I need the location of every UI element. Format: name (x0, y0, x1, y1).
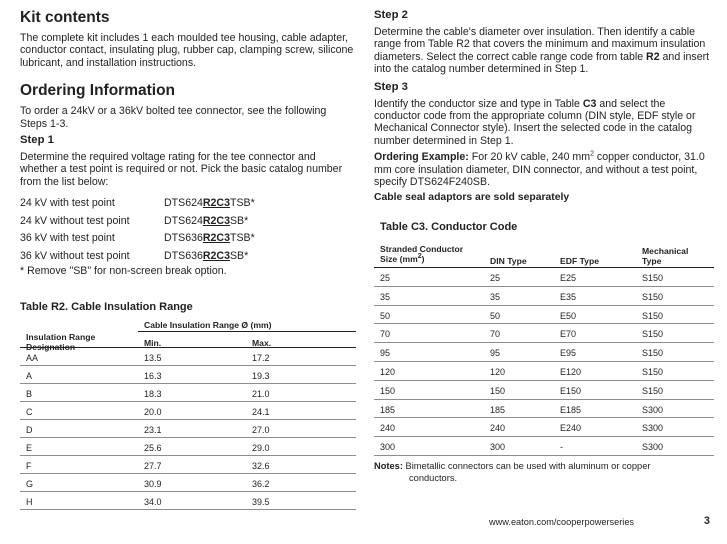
din-code: 50 (490, 310, 501, 321)
mechanical-header: Mechanical Type (642, 246, 689, 266)
range-max: 39.5 (252, 497, 270, 507)
range-min: 20.0 (144, 407, 162, 417)
conductor-size: 300 (380, 442, 396, 453)
designation-header: Insulation Range Designation (26, 332, 96, 352)
table-row (374, 400, 714, 419)
range-max: 27.0 (252, 425, 270, 435)
table-row (374, 287, 714, 306)
mechanical-code: S150 (642, 348, 664, 359)
mechanical-code: S150 (642, 291, 664, 302)
table-row (20, 420, 356, 438)
din-code: 185 (490, 404, 506, 415)
range-min: 25.6 (144, 443, 162, 453)
left-column (20, 8, 356, 278)
mechanical-code: S150 (642, 329, 664, 340)
table-row (20, 474, 356, 492)
catalog-number-list (20, 192, 356, 262)
range-max: 29.0 (252, 443, 270, 453)
din-code: 70 (490, 329, 501, 340)
catalog-label: 36 kV with test point (20, 232, 115, 245)
conductor-size: 95 (380, 348, 391, 359)
table-c3-header (374, 220, 714, 268)
range-max: 24.1 (252, 407, 270, 417)
edf-code: - (560, 442, 563, 453)
mechanical-code: S150 (642, 385, 664, 396)
edf-code: E25 (560, 273, 577, 283)
table-row (374, 268, 714, 287)
table-row (20, 456, 356, 474)
table-notes (374, 461, 714, 484)
header-divider (138, 331, 356, 332)
catalog-label: 24 kV without test point (20, 214, 130, 227)
range-max: 19.3 (252, 371, 270, 381)
catalog-footnote: * Remove "SB" for non-screen break option. (20, 265, 227, 278)
edf-code: E35 (560, 291, 577, 302)
size-header: Stranded Conductor Size $(mm^2)$ (380, 244, 464, 264)
range-min: 18.3 (144, 389, 162, 399)
range-min: 27.7 (144, 461, 162, 471)
step3-heading: Step 3 (374, 80, 408, 93)
range-code: B (26, 389, 33, 399)
step3-text: Identify the conductor size and type in Table C3 and select the conductor code from the appropriate column (DIN style, EDF style or Mechanical Connector style). Insert the selected code in the catalog number determined in Step 1. (374, 97, 696, 147)
table-r2 (20, 300, 356, 510)
table-c3 (374, 220, 714, 456)
range-code: G (26, 479, 34, 489)
kit-contents-heading: Kit contents (20, 9, 110, 26)
range-max: 21.0 (252, 389, 270, 399)
range-code: C (26, 407, 33, 417)
notes-line1: Bimetallic connectors can be used with aluminum or copper (402, 461, 651, 471)
din-header: DIN Type (490, 256, 527, 266)
range-max: 17.2 (252, 353, 270, 363)
table-row (20, 366, 356, 384)
range-min: 13.5 (144, 353, 162, 363)
din-code: 25 (490, 273, 501, 283)
catalog-number: DTS624R2C3SB* (164, 214, 249, 227)
table-row (20, 492, 356, 510)
step1-heading: Step 1 (20, 134, 54, 147)
edf-code: E185 (560, 404, 582, 415)
edf-code: E240 (560, 423, 582, 434)
range-min: 34.0 (144, 497, 162, 507)
din-code: 300 (490, 442, 506, 453)
kit-contents-text: The complete kit includes 1 each moulded tee housing, cable adapter, conductor contact, insulating plug, rubber cap, clamping screw, silicone lubricant, and installation instructions. (20, 32, 354, 69)
range-max: 36.2 (252, 479, 270, 489)
table-row (374, 343, 714, 362)
range-code: H (26, 497, 33, 507)
notes-label: Notes: (374, 461, 403, 471)
range-max: 32.6 (252, 461, 270, 471)
right-column (374, 8, 714, 205)
range-code: F (26, 461, 32, 471)
range-min: 23.1 (144, 425, 162, 435)
catalog-number: DTS636R2C3SB* (164, 249, 249, 262)
ordering-example: Ordering Example: For 20 kV cable, 240 $mm^2$ copper conductor, 31.0 mm core insulation diameter, DIN connector, and without a test point, specify DTS624F240SB. (374, 150, 705, 189)
mechanical-code: S150 (642, 310, 664, 321)
footer-url: www.eaton.com/cooperpowerseries (489, 517, 635, 527)
range-code: A (26, 371, 33, 381)
din-code: 120 (490, 366, 506, 377)
notes-line2: conductors. (409, 472, 458, 483)
mechanical-code: S150 (642, 366, 664, 377)
din-code: 150 (490, 385, 506, 396)
range-min: 30.9 (144, 479, 162, 489)
edf-code: E95 (560, 348, 577, 359)
conductor-size: 25 (380, 273, 391, 283)
min-header: Min. (144, 338, 162, 348)
ordering-information-heading: Ordering Information (20, 82, 175, 100)
step1-text: Determine the required voltage rating for the tee connector and whether a test point is required or not. Pick the basic catalog number from the list below: (20, 151, 343, 188)
edf-code: E70 (560, 329, 577, 340)
catalog-row (20, 210, 356, 228)
din-code: 240 (490, 423, 506, 434)
step2-text: Determine the cable's diameter over insulation. Then identify a cable range from Table R2 that covers the minimum and maximum insulation diameters. Select the correct cable range code from table R2 and insert into the catalog number determined in Step 1. (374, 26, 710, 76)
table-row (374, 324, 714, 343)
table-row (20, 402, 356, 420)
range-code: E (26, 443, 33, 453)
table-row (374, 362, 714, 381)
catalog-row (20, 227, 356, 245)
catalog-label: 24 kV with test point (20, 197, 115, 210)
table-row (20, 438, 356, 456)
edf-code: E150 (560, 385, 582, 396)
step2-heading: Step 2 (374, 9, 408, 21)
catalog-row (20, 192, 356, 210)
table-c3-title: Table C3. Conductor Code (380, 221, 518, 233)
mechanical-code: S300 (642, 423, 664, 434)
mechanical-code: S150 (642, 273, 664, 283)
max-header: Max. (252, 338, 272, 348)
range-code: AA (26, 353, 39, 363)
catalog-label: 36 kV without test point (20, 249, 130, 262)
edf-code: E50 (560, 310, 577, 321)
table-row (374, 418, 714, 437)
conductor-size: 50 (380, 310, 391, 321)
din-code: 35 (490, 291, 501, 302)
conductor-size: 35 (380, 291, 391, 302)
table-row (374, 437, 714, 456)
seal-adaptor-note: Cable seal adaptors are sold separately (374, 192, 570, 204)
edf-header: EDF Type (560, 256, 599, 266)
range-min: 16.3 (144, 371, 162, 381)
conductor-size: 120 (380, 366, 396, 377)
range-header: Cable Insulation Range Ø (mm) (144, 320, 272, 330)
catalog-row (20, 245, 356, 263)
table-row (374, 381, 714, 400)
conductor-size: 150 (380, 385, 396, 396)
page-number: 3 (704, 515, 710, 527)
conductor-size: 70 (380, 329, 391, 340)
table-r2-header (20, 300, 356, 352)
mechanical-code: S300 (642, 442, 664, 453)
din-code: 95 (490, 348, 501, 359)
catalog-number: DTS636R2C3TSB* (164, 232, 255, 245)
conductor-size: 185 (380, 404, 396, 415)
range-code: D (26, 425, 33, 435)
table-row (374, 306, 714, 325)
table-row (20, 348, 356, 366)
edf-code: E120 (560, 366, 582, 377)
table-row (20, 384, 356, 402)
ordering-intro-text: To order a 24kV or a 36kV bolted tee connector, see the following Steps 1-3. (20, 105, 327, 130)
table-r2-title: Table R2. Cable Insulation Range (20, 301, 193, 313)
mechanical-code: S300 (642, 404, 664, 415)
catalog-number: DTS624R2C3TSB* (164, 197, 255, 210)
conductor-size: 240 (380, 423, 396, 434)
